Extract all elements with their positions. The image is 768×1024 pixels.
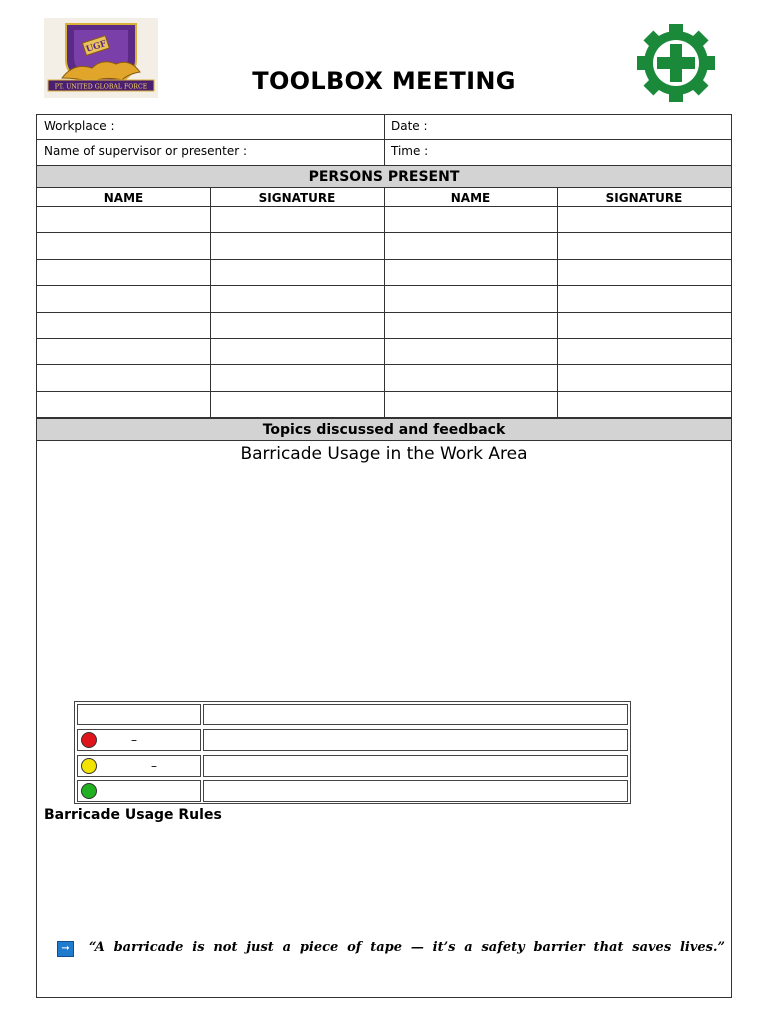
name-cell[interactable] [37, 286, 210, 311]
info-row-supervisor [37, 140, 731, 166]
name-cell[interactable] [384, 313, 557, 338]
table-row [37, 286, 731, 312]
closing-quote: “A barricade is not just a piece of tape — it’s a safety barrier that saves lives.” [89, 940, 725, 955]
legend-dash-yellow: – [151, 759, 157, 773]
name-cell[interactable] [384, 233, 557, 258]
workplace-label: Workplace : [44, 119, 115, 133]
red-status-icon [81, 732, 97, 748]
legend-desc-cell-1 [203, 704, 628, 725]
name-cell[interactable] [37, 207, 210, 232]
legend-key-cell-red [77, 729, 201, 751]
column-header-signature-1: SIGNATURE [258, 191, 336, 205]
signature-cell[interactable] [557, 207, 731, 232]
signature-cell[interactable] [557, 365, 731, 390]
legend-key-cell-yellow [77, 755, 201, 777]
table-row [37, 260, 731, 286]
signature-cell[interactable] [210, 313, 384, 338]
name-cell[interactable] [384, 392, 557, 417]
legend-dash-red: – [131, 733, 137, 747]
topic-title: Barricade Usage in the Work Area [240, 444, 528, 464]
signature-cell[interactable] [210, 286, 384, 311]
name-cell[interactable] [384, 365, 557, 390]
info-row-workplace [37, 115, 731, 140]
table-row [37, 233, 731, 259]
column-header-name-2: NAME [450, 191, 491, 205]
table-row [37, 339, 731, 365]
date-label: Date : [391, 119, 428, 133]
signature-cell[interactable] [210, 392, 384, 417]
name-cell[interactable] [37, 233, 210, 258]
signature-cell[interactable] [210, 260, 384, 285]
table-row [37, 313, 731, 339]
signature-cell[interactable] [557, 286, 731, 311]
signature-cell[interactable] [557, 313, 731, 338]
green-status-icon [81, 783, 97, 799]
date-field[interactable] [384, 115, 731, 139]
name-cell[interactable] [384, 207, 557, 232]
toolbox-form [36, 114, 732, 998]
rules-heading: Barricade Usage Rules [44, 807, 222, 823]
column-header-name-1: NAME [103, 191, 144, 205]
supervisor-label: Name of supervisor or presenter : [44, 144, 248, 158]
time-field[interactable] [384, 140, 731, 165]
signature-cell[interactable] [557, 233, 731, 258]
signature-cell[interactable] [557, 392, 731, 417]
legend-desc-cell-green [203, 780, 628, 802]
signature-cell[interactable] [210, 207, 384, 232]
legend-key-cell-1 [77, 704, 201, 725]
company-name-text: PT. UNITED GLOBAL FORCE [54, 83, 148, 91]
safety-gear-cross-logo [628, 22, 724, 104]
yellow-status-icon [81, 758, 97, 774]
status-legend-table [74, 701, 631, 804]
column-header-signature-2: SIGNATURE [605, 191, 683, 205]
name-cell[interactable] [384, 260, 557, 285]
page-title: TOOLBOX MEETING [252, 67, 516, 95]
persons-present-header: PERSONS PRESENT [37, 166, 731, 188]
signature-cell[interactable] [557, 339, 731, 364]
name-cell[interactable] [37, 392, 210, 417]
signature-cell[interactable] [210, 233, 384, 258]
signature-cell[interactable] [210, 339, 384, 364]
topics-header: Topics discussed and feedback [37, 418, 731, 441]
table-row [37, 365, 731, 391]
name-cell[interactable] [384, 339, 557, 364]
name-cell[interactable] [37, 313, 210, 338]
legend-desc-cell-yellow [203, 755, 628, 777]
name-cell[interactable] [37, 365, 210, 390]
legend-desc-cell-red [203, 729, 628, 751]
company-monogram: UGF [84, 38, 108, 55]
signature-cell[interactable] [557, 260, 731, 285]
table-row [37, 207, 731, 233]
arrow-right-icon: ➞ [57, 941, 74, 957]
signature-cell[interactable] [210, 365, 384, 390]
workplace-field[interactable] [37, 115, 384, 139]
time-label: Time : [391, 144, 429, 158]
name-cell[interactable] [384, 286, 557, 311]
supervisor-field[interactable] [37, 140, 384, 165]
name-cell[interactable] [37, 260, 210, 285]
legend-key-cell-green [77, 780, 201, 802]
table-row [37, 392, 731, 418]
attendance-column-headers [37, 188, 731, 207]
name-cell[interactable] [37, 339, 210, 364]
